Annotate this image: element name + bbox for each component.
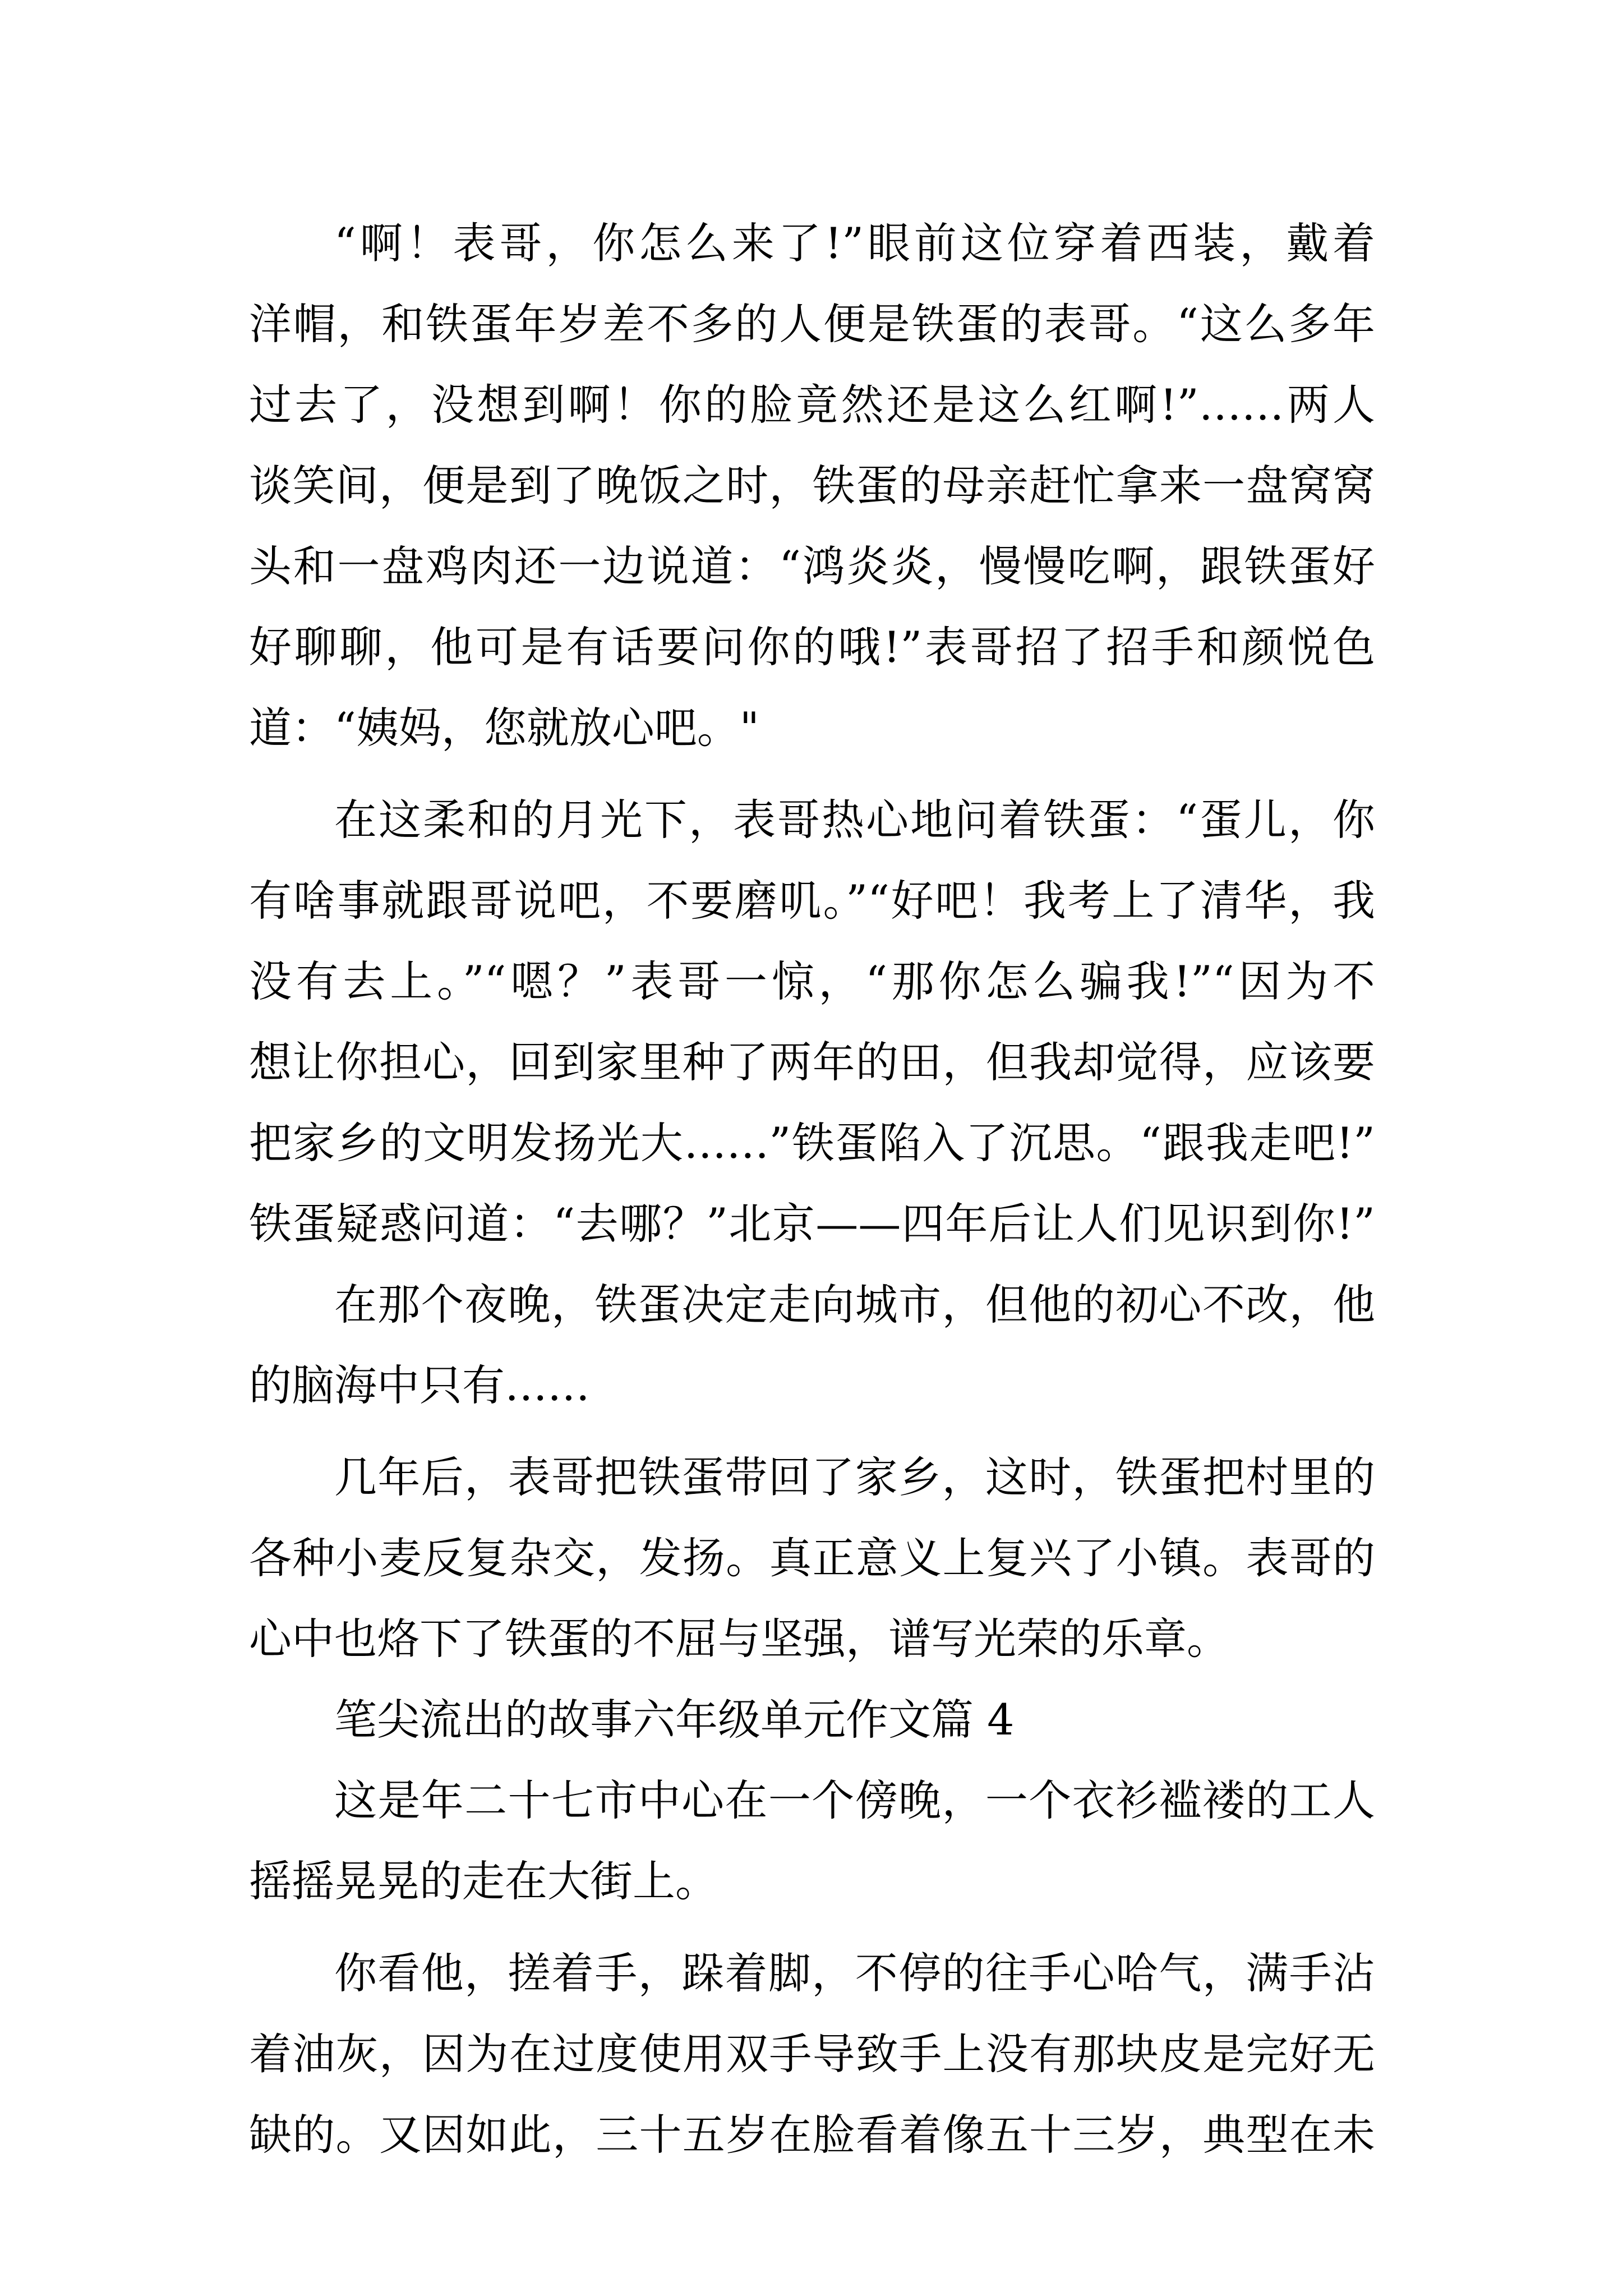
- text-line: 头和一盘鸡肉还一边说道：“鸿炎炎，慢慢吃啊，跟铁蛋好: [249, 541, 1375, 591]
- text-line: 着油灰，因为在过度使用双手导致手上没有那块皮是完好无: [249, 2029, 1375, 2079]
- heading-line: 笔尖流出的故事六年级单元作文篇 4: [334, 1695, 1015, 1745]
- text-line: 心中也烙下了铁蛋的不屈与坚强，谱写光荣的乐章。: [249, 1614, 1229, 1664]
- text-line: 好聊聊，他可是有话要问你的哦!”表哥招了招手和颜悦色: [249, 622, 1375, 672]
- paragraph: [249, 780, 1375, 1264]
- text-line: 洋帽，和铁蛋年岁差不多的人便是铁蛋的表哥。“这么多年: [249, 299, 1375, 349]
- section-heading: [249, 1680, 1375, 1760]
- paragraph: [249, 1760, 1375, 1922]
- text-line: 过去了，没想到啊！你的脸竟然还是这么红啊!”……两人: [249, 380, 1375, 430]
- paragraph: [249, 1437, 1375, 1680]
- document-page: [249, 203, 1375, 2175]
- text-line: 缺的。又因如此，三十五岁在脸看着像五十三岁，典型在未: [249, 2110, 1375, 2160]
- text-line: 把家乡的文明发扬光大……”铁蛋陷入了沉思。“跟我走吧!”: [249, 1118, 1375, 1168]
- text-line: 几年后，表哥把铁蛋带回了家乡，这时，铁蛋把村里的: [334, 1452, 1375, 1502]
- text-line: 在那个夜晚，铁蛋决定走向城市，但他的初心不改，他: [334, 1280, 1375, 1329]
- text-line: 有啥事就跟哥说吧，不要磨叽。”“好吧！我考上了清华，我: [249, 876, 1375, 926]
- text-line: 各种小麦反复杂交，发扬。真正意义上复兴了小镇。表哥的: [249, 1533, 1375, 1583]
- paragraph: [249, 1264, 1375, 1426]
- text-line: 在这柔和的月光下，表哥热心地问着铁蛋：“蛋儿，你: [334, 795, 1375, 845]
- text-line: 没有去上。”“嗯？”表哥一惊，“那你怎么骗我!”“因为不: [249, 956, 1375, 1006]
- text-line: 你看他，搓着手，跺着脚，不停的往手心哈气，满手沾: [334, 1948, 1375, 1998]
- paragraph: [249, 203, 1375, 769]
- text-line: “啊！表哥，你怎么来了!”眼前这位穿着西装，戴着: [334, 218, 1375, 268]
- text-line: 摇摇晃晃的走在大街上。: [249, 1856, 718, 1906]
- text-line: 想让你担心，回到家里种了两年的田，但我却觉得，应该要: [249, 1037, 1375, 1087]
- paragraph: [249, 1933, 1375, 2175]
- text-line: 道：“姨妈，您就放心吧。": [249, 703, 759, 753]
- text-line: 这是年二十七市中心在一个傍晚，一个衣衫褴褛的工人: [334, 1775, 1375, 1825]
- text-line: 谈笑间，便是到了晚饭之时，铁蛋的母亲赶忙拿来一盘窝窝: [249, 461, 1375, 510]
- text-line: 铁蛋疑惑问道：“去哪？”北京——四年后让人们见识到你!”: [249, 1199, 1375, 1249]
- text-line: 的脑海中只有……: [249, 1360, 590, 1410]
